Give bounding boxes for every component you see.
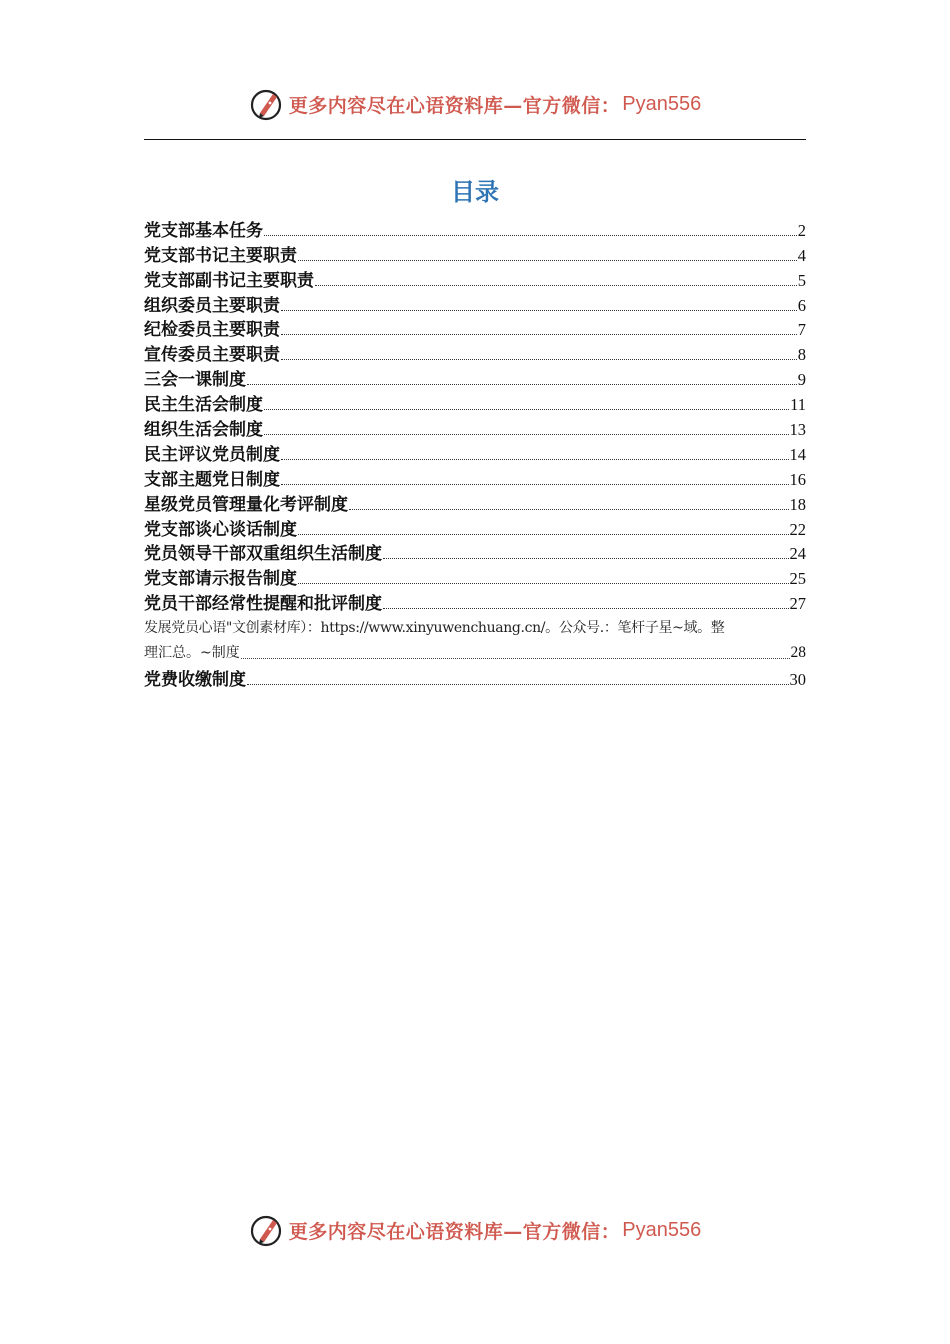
toc-dot-leader [281, 359, 797, 360]
toc-entry-page: 24 [789, 544, 806, 564]
pen-logo-icon [249, 1212, 285, 1248]
toc-entry-label: 宣传委员主要职责 [144, 345, 280, 366]
footer-banner-account: Pyan556 [622, 1218, 702, 1241]
toc-entry-page: 18 [789, 494, 806, 514]
toc-dot-leader [241, 658, 790, 659]
toc-entry-multiline[interactable] [144, 614, 806, 665]
toc-entry[interactable] [144, 665, 806, 690]
toc-entry[interactable] [144, 390, 806, 415]
toc-entry-page: 22 [789, 519, 806, 539]
toc-entry-page: 25 [789, 569, 806, 589]
toc-dot-leader [298, 534, 789, 535]
toc-dot-leader [264, 409, 789, 410]
toc-dot-leader [349, 509, 789, 510]
toc-entry-page: 2 [797, 220, 806, 240]
toc-entry-line2 [144, 641, 806, 666]
header-banner-text: 更多内容尽在心语资料库—官方微信： [288, 94, 621, 117]
toc-entry[interactable] [144, 291, 806, 316]
toc-entry[interactable] [144, 490, 806, 515]
toc-entry-label: 三会一课制度 [144, 370, 246, 391]
toc-entry-label: 党费收缴制度 [144, 670, 246, 691]
toc-entry[interactable] [144, 440, 806, 465]
footer-banner [0, 1210, 950, 1250]
toc-entry-page: 4 [797, 245, 806, 265]
toc-entry-label: 民主生活会制度 [144, 395, 263, 416]
toc-entry[interactable] [144, 241, 806, 266]
toc-entry-label: 党员干部经常性提醒和批评制度 [144, 594, 382, 615]
toc-entry-page: 9 [797, 370, 806, 390]
toc-entry[interactable] [144, 564, 806, 589]
toc-entry[interactable] [144, 266, 806, 291]
header-divider [144, 139, 806, 140]
toc-entry[interactable] [144, 589, 806, 614]
toc-entry-page: 13 [789, 420, 806, 440]
toc-entry-page: 27 [789, 594, 806, 614]
toc-dot-leader [264, 434, 789, 435]
toc-entry-page: 6 [797, 295, 806, 315]
toc-dot-leader [281, 310, 797, 311]
toc-dot-leader [281, 334, 797, 335]
footer-banner-text: 更多内容尽在心语资料库—官方微信： [288, 1220, 621, 1243]
toc-entry[interactable] [144, 316, 806, 341]
toc-entry-page: 30 [789, 670, 806, 690]
toc-entry-page: 5 [797, 270, 806, 290]
toc-entry[interactable] [144, 540, 806, 565]
toc-entry-label: 党支部谈心谈话制度 [144, 519, 297, 540]
toc-dot-leader [315, 285, 797, 286]
toc-dot-leader [298, 260, 797, 261]
table-of-contents [144, 216, 806, 690]
toc-entry-label: 纪检委员主要职责 [144, 320, 280, 341]
toc-entry[interactable] [144, 415, 806, 440]
toc-dot-leader [281, 459, 789, 460]
toc-entry-label: 支部主题党日制度 [144, 469, 280, 490]
toc-entry-page: 28 [790, 643, 806, 661]
toc-entry-page: 16 [789, 469, 806, 489]
toc-dot-leader [383, 608, 789, 609]
toc-dot-leader [247, 384, 797, 385]
toc-entry-label: 党员领导干部双重组织生活制度 [144, 544, 382, 565]
toc-entry[interactable] [144, 216, 806, 241]
toc-entry-label: 党支部请示报告制度 [144, 569, 297, 590]
toc-entry[interactable] [144, 465, 806, 490]
toc-entry-page: 11 [790, 395, 806, 415]
toc-entry-page: 14 [789, 444, 806, 464]
header-banner [0, 84, 950, 124]
toc-entry-label-line1: 发展党员心语"文创素材库）：https://www.xinyuwenchuang.cn/。公众号.：笔杆子星~域。整 [144, 620, 725, 637]
toc-title: 目录 [451, 178, 499, 206]
toc-entry-label: 党支部书记主要职责 [144, 245, 297, 266]
header-banner-account: Pyan556 [622, 92, 702, 115]
toc-entry[interactable] [144, 515, 806, 540]
toc-entry-page: 7 [797, 320, 806, 340]
toc-dot-leader [264, 235, 797, 236]
toc-dot-leader [298, 583, 789, 584]
toc-entry-label: 党支部基本任务 [144, 220, 263, 241]
toc-entry-label: 党支部副书记主要职责 [144, 270, 314, 291]
toc-entry[interactable] [144, 340, 806, 365]
toc-dot-leader [383, 558, 789, 559]
pen-logo-icon [249, 86, 285, 122]
toc-entry-label: 组织生活会制度 [144, 420, 263, 441]
toc-entry-page: 8 [797, 345, 806, 365]
toc-entry-label-line2: 理汇总。~制度 [144, 644, 240, 661]
toc-entry[interactable] [144, 365, 806, 390]
toc-entry-label: 组织委员主要职责 [144, 295, 280, 316]
toc-entry-label: 星级党员管理量化考评制度 [144, 494, 348, 515]
toc-dot-leader [281, 484, 789, 485]
toc-dot-leader [247, 684, 789, 685]
toc-entry-label: 民主评议党员制度 [144, 444, 280, 465]
